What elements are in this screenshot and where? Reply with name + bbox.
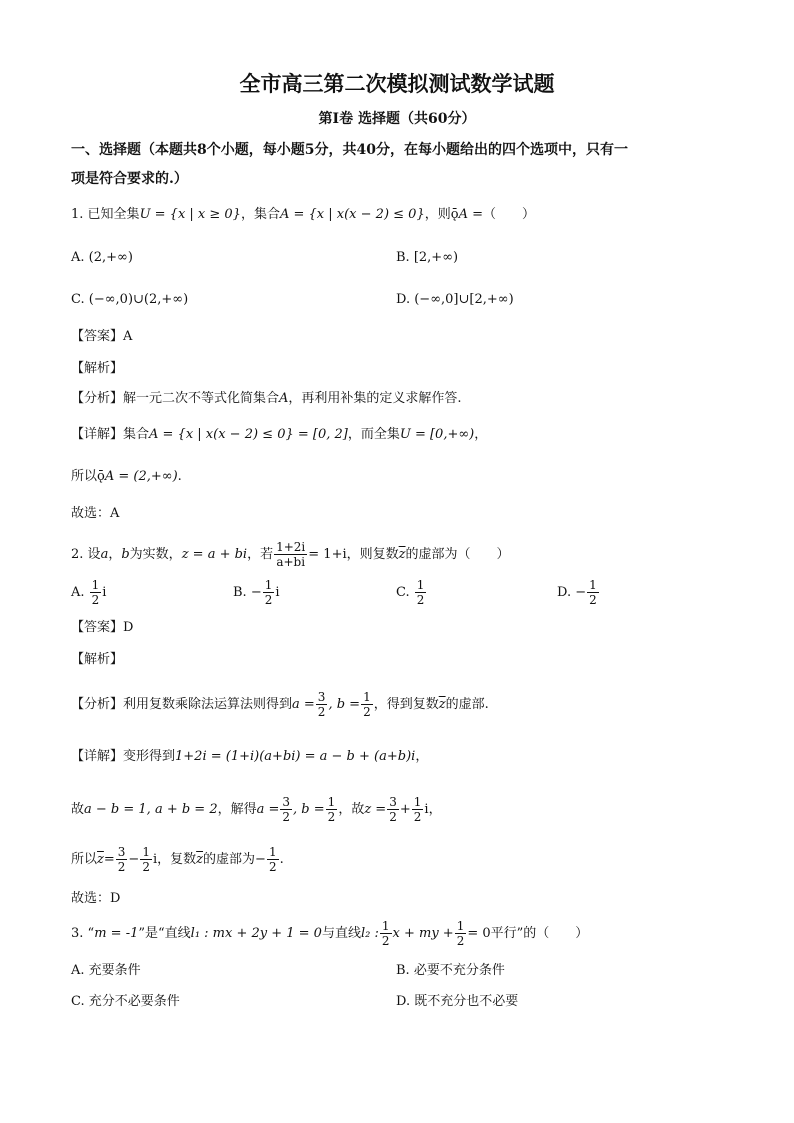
section-heading-line1: 一、选择题（本题共8个小题，每小题5分，共40分，在每小题给出的四个选项中，只有一 (71, 142, 628, 158)
question-1-stem: 1. 已知全集U = {x | x ≥ 0}，集合A = {x | x(x − 2) ≤ 0}，则ǭA =（ ） (71, 207, 535, 222)
q1-option-d: D. (−∞,0]∪[2,+∞) (396, 292, 514, 307)
math-expression: A = {x | x(x − 2) ≤ 0} (279, 207, 425, 222)
q2-answer: 【答案】D (71, 620, 134, 635)
q1-option-b: B. [2,+∞) (396, 250, 459, 265)
q3-option-d: D. 既不充分也不必要 (396, 994, 519, 1009)
q2-analysis: 【解析】 (71, 652, 124, 667)
q2-fenxi: 【分析】利用复数乘除法运算法则得到a = $\frac{3}{2}$ , b = $\frac{1}{2}$ ，得到复数$\overline{z}$的虚部. (71, 690, 489, 719)
math-expression: U = [0,+∞) (399, 427, 475, 442)
math-expression: a − b = 1, a + b = 2 (84, 802, 218, 817)
fraction: $\frac{1+2i}{a+bi}$ (276, 540, 306, 569)
math-expression: l₁ : mx + 2y + 1 = 0 (190, 926, 322, 941)
q2-suoyi: 所以$\overline{z}=$ $\frac{3}{2}$ − $\frac{1}{2}$ i，复数$\overline{z}$的虚部为− $\frac{1}{2}$ . (71, 845, 284, 874)
math-expression: A = (2,+∞) (104, 469, 178, 484)
q2-option-b: B. − $\frac{1}{2}$ i (233, 578, 280, 607)
math-expression: A = {x | x(x − 2) ≤ 0} = [0, 2] (149, 427, 348, 442)
math-expression: 1+2i = (1+i)(a+bi) = a − b + (a+b)i (175, 749, 416, 764)
question-number: 1. (71, 207, 88, 222)
q2-gu: 故a − b = 1, a + b = 2，解得a = $\frac{3}{2}$ , b = $\frac{1}{2}$ ，故z = $\frac{3}{2}$ + $\frac{1}{2}$ i， (71, 795, 442, 824)
q3-option-b: B. 必要不充分条件 (396, 963, 505, 978)
q2-xiangjie: 【详解】变形得到1+2i = (1+i)(a+bi) = a − b + (a+b)i， (71, 749, 429, 764)
page-subtitle: 第I卷 选择题（共60分） (318, 111, 476, 127)
q1-analysis: 【解析】 (71, 361, 124, 376)
q3-option-c: C. 充分不必要条件 (71, 994, 180, 1009)
q1-fenxi: 【分析】解一元二次不等式化简集合A，再利用补集的定义求解作答. (71, 391, 462, 406)
question-3-stem: 3. “m = -1”是“直线l₁ : mx + 2y + 1 = 0与直线l₂ : $\frac{1}{2}$ x + my + $\frac{1}{2}$ = 0平行”的（ ） (71, 919, 589, 948)
q1-option-a: A. (2,+∞) (71, 250, 133, 265)
question-number: 2. (71, 547, 88, 562)
math-expression: z = a + bi (181, 547, 248, 562)
q2-option-c: C. $\frac{1}{2}$ (396, 578, 425, 607)
q2-option-a: A. $\frac{1}{2}$ i (71, 578, 107, 607)
q2-option-d: D. − $\frac{1}{2}$ (557, 578, 597, 607)
q1-guxuan: 故选：A (71, 506, 120, 521)
q2-guxuan: 故选：D (71, 891, 121, 906)
q3-option-a: A. 充要条件 (71, 963, 141, 978)
question-2-stem: 2. 设a，b为实数，z = a + bi，若 $\frac{1+2i}{a+bi}$ = 1+i，则复数$\overline{z}$的虚部为（ ） (71, 540, 510, 569)
page-title: 全市高三第二次模拟测试数学试题 (239, 72, 555, 96)
q1-xiangjie: 【详解】集合A = {x | x(x − 2) ≤ 0} = [0, 2]，而全集U = [0,+∞)， (71, 427, 488, 442)
section-heading-line2: 项是符合要求的.） (71, 171, 188, 187)
q1-suoyi: 所以ǭA = (2,+∞). (71, 469, 182, 484)
q1-option-c: C. (−∞,0)∪(2,+∞) (71, 292, 189, 307)
math-expression: U = {x | x ≥ 0} (139, 207, 241, 222)
question-number: 3. (71, 926, 88, 941)
q1-answer: 【答案】A (71, 329, 133, 344)
